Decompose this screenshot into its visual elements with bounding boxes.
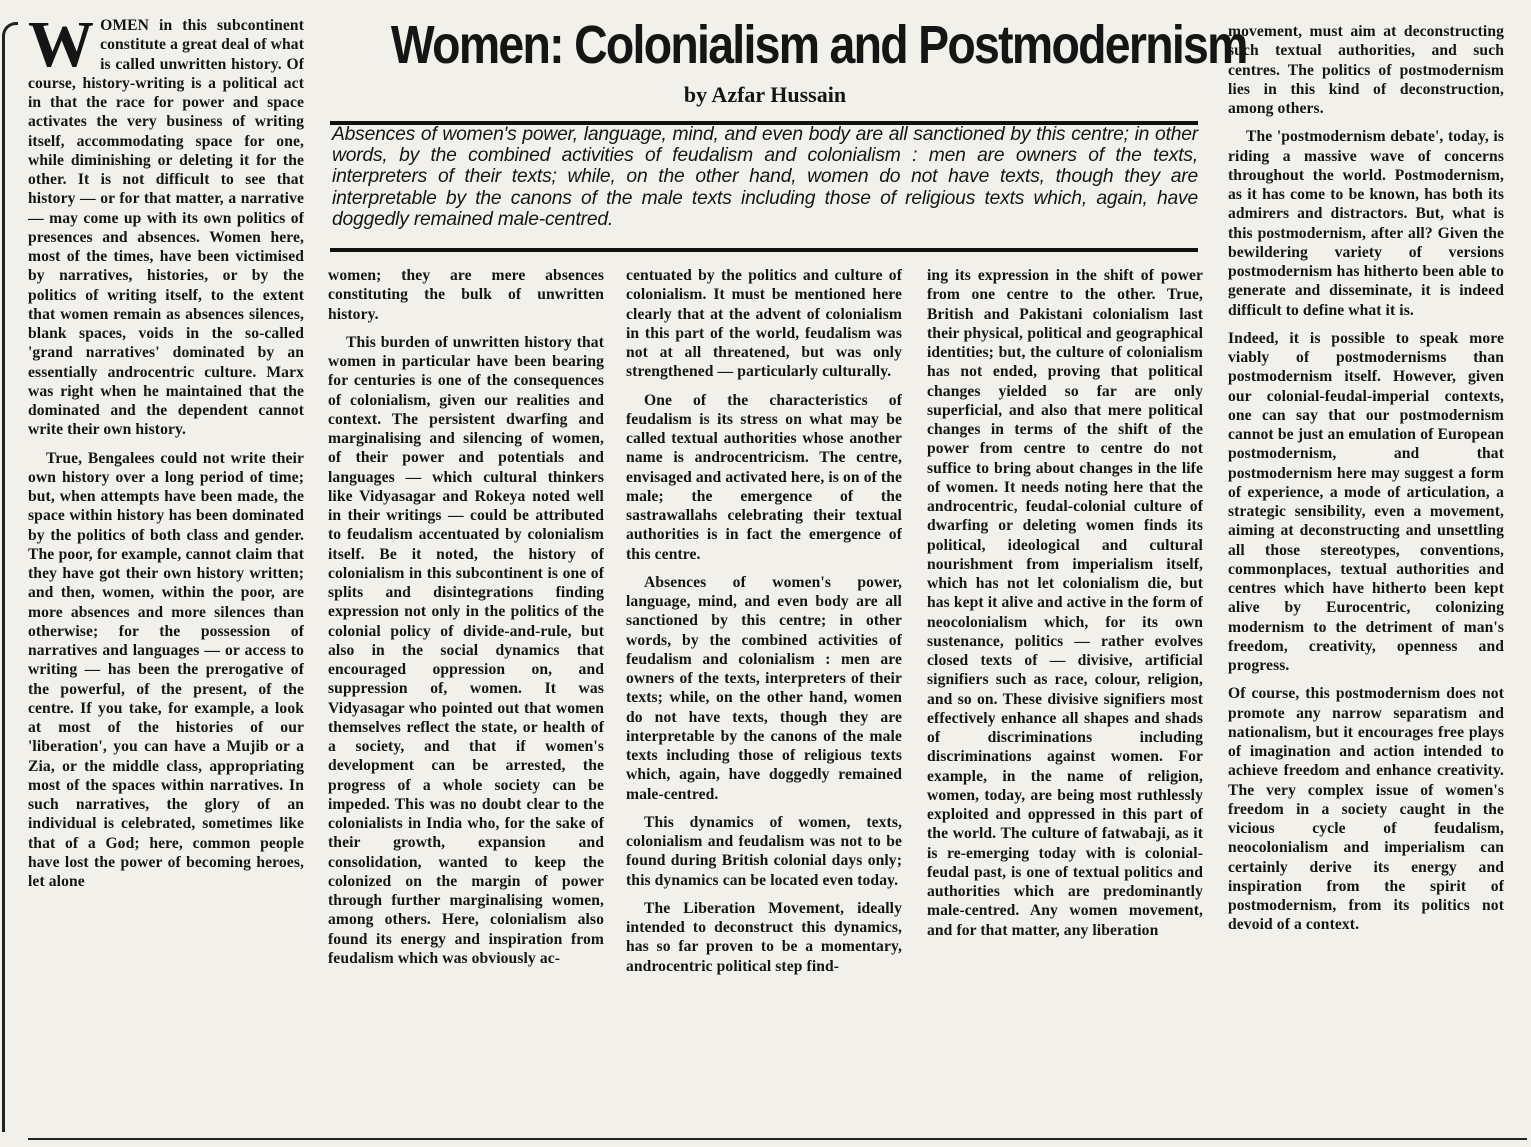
paragraph: centuated by the politics and culture of colonialism. It must be mentioned here clearly that at the advent of colonialism in this part of the world, feudalism was not at all threatened, but was only strengthened — particularly culturally.	[626, 267, 902, 381]
pullquote-bottom-rule	[330, 248, 1198, 252]
column-3	[626, 266, 902, 1138]
column-5	[1228, 22, 1504, 1138]
pullquote: Absences of women's power, language, mind, and even body are all sanctioned by this centre; in other words, by the combined activities of feudalism and colonialism : men are owners of the texts, interpreters of their texts; while, on the other hand, women do not have texts, though they are interpretable by the canons of the male texts including those of religious texts which, again, have doggedly remained male-centred.	[332, 124, 1198, 230]
article-headline: Women: Colonialism and Postmodernism	[390, 15, 1247, 75]
paragraph: This dynamics of women, texts, colonialism and feudalism was not to be found during British colonial days only; this dynamics can be located even today.	[626, 813, 902, 889]
article-byline: by Azfar Hussain	[683, 82, 847, 107]
column-1	[28, 16, 304, 1138]
paragraph: OMEN in this subcontinent constitute a great deal of what is called unwritten history. Of course, history-writing is a political act in that the race for power and space activates the very business of writing itself, accommodating space for one, while diminishing or deleting it for the other. It is not difficult to see that history — or for that matter, a narrative — may come up with its own politics of presences and absences. Women here, most of the times, have been victimised by narratives, histories, or by the politics of writing itself, to the extent that women remain as absences silences, blank spaces, voids in the so-called 'grand narratives' dominated by an essentially androcentric culture. Marx was right when he maintained that the dominated and the dependent cannot write their own history.	[28, 17, 304, 439]
paragraph: One of the characteristics of feudalism is its stress on what may be called textual authorities whose another name is androcentricism. The centre, envisaged and activated here, is on of the male; the emergence of the sastrawallahs celebrating their textual authorities is in fact the emergence of this centre.	[626, 391, 902, 563]
paragraph: This burden of unwritten history that women in particular have been bearing for centuries is one of the consequences of colonialism, given our realities and context. The persistent dwarfing and marginalising and silencing of women, of their power and potentials and languages — which cultural thinkers like Vidyasagar and Rokeya noted well in their writings — could be attributed to feudalism accentuated by colonialism itself. Be it noted, the history of colonialism in this subcontinent is one of splits and disintegrations finding expression not only in the politics of the colonial policy of divide-and-rule, but also in the social dynamics that encouraged oppression on, and suppression of, women. It was Vidyasagar who pointed out that women themselves reflect the state, or health of a society, and that if women's development can be arrested, the progress of a whole society can be impeded. This was no doubt clear to the colonialists in India who, for the sake of their growth, expansion and consolidation, wanted to keep the colonized on the margin of power through further marginalising women, among others. Here, colonialism also found its energy and inspiration from feudalism which was obviously ac-	[328, 333, 604, 967]
paragraph: Indeed, it is possible to speak more viably of postmodernisms than postmodernism itself. However, given our colonial-feudal-imperial contexts, one can say that our postmodernism cannot be just an emulation of European postmodernism, and that postmodernism here may suggest a form of experience, a mode of articulation, a strategic sensibility, even a movement, aiming at deconstructing and unsettling all those stereotypes, conventions, commonplaces, textual authorities and centres which have hitherto been kept alive by Eurocentric, colonizing modernism to the detriment of man's freedom, creativity, openness and progress.	[1228, 329, 1504, 674]
paragraph: True, Bengalees could not write their own history over a long period of time; but, when attempts have been made, the space within history has been dominated by the politics of both class and gender. The poor, for example, cannot claim that they have got their own history written; and then, women, within the poor, are more absences and more silences than otherwise; for the possession of narratives and languages — or access to writing — has been the prerogative of the powerful, of the present, of the centre. If you take, for example, a look at most of the histories of our 'liberation', you can have a Mujib or a Zia, or the middle class, appropriating most of the spaces within narratives. In such narratives, the glory of an individual is celebrated, sometimes like that of a God; here, common people have lost the power of becoming heroes, let alone	[28, 449, 304, 890]
bottom-rule	[28, 1138, 1527, 1140]
column-4	[927, 266, 1203, 1138]
paragraph: women; they are mere absences constituting the bulk of unwritten history.	[328, 267, 604, 323]
paragraph: The 'postmodernism debate', today, is riding a massive wave of concerns throughout the world. Postmodernism, as it has come to be known, has both its admirers and distractors. But, what is this postmodernism, after all? Given the bewildering variety of versions postmodernism has hitherto been able to generate and disseminate, it is indeed difficult to define what it is.	[1228, 128, 1504, 319]
left-border-rule	[2, 22, 18, 1132]
paragraph: The Liberation Movement, ideally intended to deconstruct this dynamics, has so far proven to be a momentary, androcentric political step find-	[626, 899, 902, 975]
column-2	[328, 266, 604, 1138]
paragraph: Of course, this postmodernism does not promote any narrow separatism and nationalism, but it encourages free plays of imagination and action intended to achieve freedom and enhance creativity. The very complex issue of women's freedom in a society caught in the vicious cycle of feudalism, neocolonialism and imperialism can certainly derive its energy and inspiration from the spirit of postmodernism, from its politics not devoid of a context.	[1228, 685, 1504, 934]
drop-cap: W	[28, 16, 95, 81]
paragraph: movement, must aim at deconstructing such textual authorities, and such centres. The politics of postmodernism lies in this kind of deconstruction, among others.	[1228, 23, 1504, 117]
paragraph: ing its expression in the shift of power from one centre to the other. True, British and Pakistani colonialism last their physical, political and geographical identities; but, the culture of colonialism has not ended, proving that political changes yielded so far are only superficial, and also that mere political changes in terms of the shift of the power from centre to centre do not suffice to bring about changes in the life of women. It needs noting here that the androcentric, feudal-colonial culture of dwarfing or deleting women finds its political, ideological and cultural nourishment from imperialism itself, which has not let colonialism die, but has kept it alive and active in the form of neocolonialism which, for its own sustenance, politics — rather evolves closed texts of — divisive, artificial signifiers such as race, colour, religion, and so on. These divisive signifiers most effectively enhance all shapes and shads of discriminations including discriminations against women. For example, in the name of religion, women, today, are being most ruthlessly exploited and oppressed in this part of the world. The culture of fatwabaji, as it is re-emerging today with is colonial-feudal past, is one of textual politics and authorities which are predominantly male-centred. Any women movement, and for that matter, any liberation	[927, 267, 1203, 939]
paragraph: Absences of women's power, language, mind, and even body are all sanctioned by this centre; in other words, by the combined activities of feudalism and colonialism : men are owners of the texts, interpreters of their texts; while, on the other hand, women do not have texts, though they are interpretable by the canons of the male texts including those of religious texts which, again, have doggedly remained male-centred.	[626, 573, 902, 803]
